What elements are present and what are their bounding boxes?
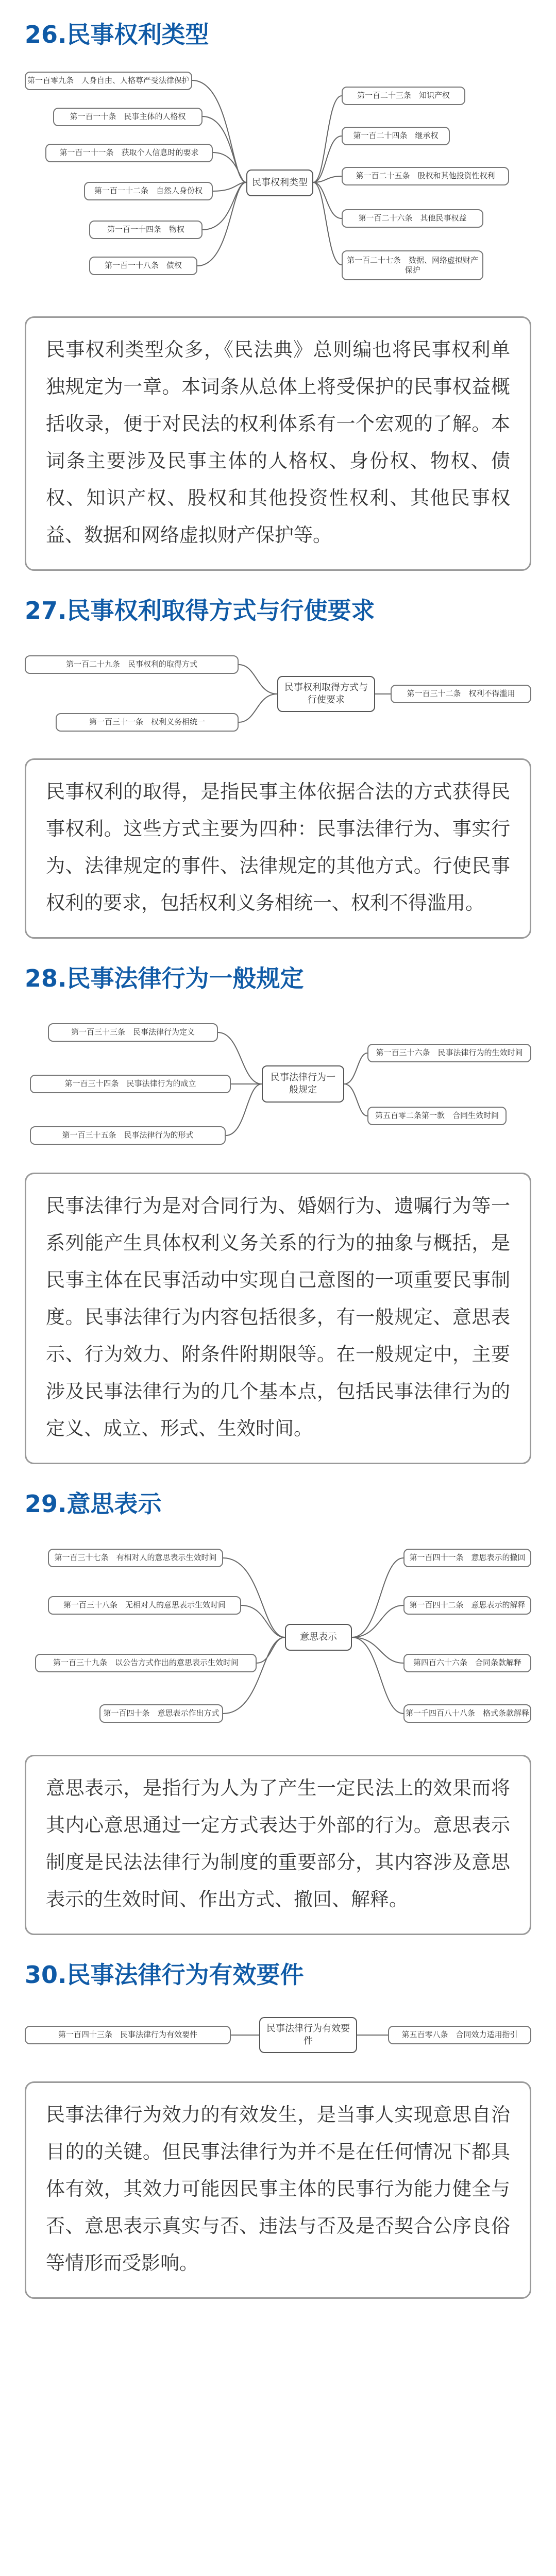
mind-map-node: 第一百一十条 民事主体的人格权 bbox=[53, 108, 203, 126]
section-title: 27.民事权利取得方式与行使要求 bbox=[25, 597, 375, 624]
mind-map-node: 第一百一十四条 物权 bbox=[89, 221, 203, 239]
mind-map-center: 民事权利取得方式与行使要求 bbox=[277, 676, 375, 712]
explanation-text: 民事权利的取得，是指民事主体依据合法的方式获得民事权利。这些方式主要为四种：民事法律行为、事实行为、法律规定的事件、法律规定的其他方式。行使民事权利的要求，包括权利义务相统一、权利不得滥用。 bbox=[25, 758, 531, 939]
mind-map-node: 第一百三十四条 民事法律行为的成立 bbox=[30, 1075, 231, 1093]
section-title: 28.民事法律行为一般规定 bbox=[25, 964, 304, 992]
section-29 bbox=[25, 1485, 531, 1935]
mind-map-node: 第一百三十三条 民事法律行为定义 bbox=[48, 1023, 218, 1042]
explanation-text: 意思表示，是指行为人为了产生一定民法上的效果而将其内心意思通过一定方式表达于外部的行为。意思表示制度是民法法律行为制度的重要部分，其内容涉及意思表示的生效时间、作出方式、撤回、解释。 bbox=[25, 1755, 531, 1935]
mind-map bbox=[25, 64, 531, 301]
section-30 bbox=[25, 1956, 531, 2299]
mind-map-node: 第一百四十二条 意思表示的解释 bbox=[403, 1596, 531, 1615]
mind-map-node: 第一百三十八条 无相对人的意思表示生效时间 bbox=[48, 1596, 241, 1615]
mind-map bbox=[25, 640, 531, 743]
mind-map bbox=[25, 2004, 531, 2066]
mind-map-center: 民事法律行为一般规定 bbox=[262, 1065, 344, 1103]
mind-map-node: 第一百三十六条 民事法律行为的生效时间 bbox=[367, 1044, 531, 1062]
explanation-text: 民事权利类型众多，《民法典》总则编也将民事权利单独规定为一章。本词条从总体上将受保护的民事权益概括收录，便于对民法的权利体系有一个宏观的了解。本词条主要涉及民事主体的人格权、身份权、物权、债权、知识产权、股权和其他投资性权利、其他民事权益、数据和网络虚拟财产保护等。 bbox=[25, 316, 531, 571]
mind-map-node: 第一百二十五条 股权和其他投资性权利 bbox=[342, 167, 509, 185]
mind-map-center: 民事法律行为有效要件 bbox=[259, 2017, 357, 2053]
mind-map-node: 第一百三十五条 民事法律行为的形式 bbox=[30, 1126, 226, 1145]
mind-map-node: 第一百一十二条 自然人身份权 bbox=[84, 182, 213, 200]
mind-map-node: 第一百一十八条 债权 bbox=[89, 257, 197, 275]
section-28 bbox=[25, 959, 531, 1464]
mind-map-node: 第一百三十一条 权利义务相统一 bbox=[56, 713, 239, 732]
mind-map-node: 第一百二十九条 民事权利的取得方式 bbox=[25, 655, 239, 674]
mind-map-node: 第一百零九条 人身自由、人格尊严受法律保护 bbox=[25, 72, 192, 90]
mind-map-node: 第五百零八条 合同效力适用指引 bbox=[388, 2026, 531, 2044]
mind-map-node: 第一百二十七条 数据、网络虚拟财产保护 bbox=[342, 250, 483, 280]
mind-map-node: 第一百四十条 意思表示作出方式 bbox=[99, 1704, 223, 1723]
mind-map-node: 第一百四十一条 意思表示的撤回 bbox=[403, 1549, 531, 1567]
mind-map-node: 第四百六十六条 合同条款解释 bbox=[403, 1654, 531, 1672]
mind-map bbox=[25, 1533, 531, 1739]
mind-map-node: 第一百一十一条 获取个人信息时的要求 bbox=[45, 144, 213, 162]
mind-map-node: 第一百三十七条 有相对人的意思表示生效时间 bbox=[48, 1549, 223, 1567]
section-title: 26.民事权利类型 bbox=[25, 21, 209, 48]
section-26 bbox=[25, 15, 531, 571]
section-title: 30.民事法律行为有效要件 bbox=[25, 1961, 304, 1989]
mind-map-node: 第一百二十四条 继承权 bbox=[342, 127, 450, 145]
mind-map bbox=[25, 1008, 531, 1157]
section-title: 29.意思表示 bbox=[25, 1490, 162, 1518]
mind-map-center: 意思表示 bbox=[285, 1624, 352, 1651]
mind-map-node: 第一百二十三条 知识产权 bbox=[342, 87, 465, 105]
mind-map-node: 第一百三十九条 以公告方式作出的意思表示生效时间 bbox=[35, 1654, 257, 1672]
mind-map-node: 第一百三十二条 权利不得滥用 bbox=[391, 685, 531, 703]
explanation-text: 民事法律行为是对合同行为、婚姻行为、遗嘱行为等一系列能产生具体权利义务关系的行为的抽象与概括，是民事主体在民事活动中实现自己意图的一项重要民事制度。民事法律行为内容包括很多，有一般规定、意思表示、行为效力、附条件附期限等。在一般规定中，主要涉及民事法律行为的几个基本点，包括民事法律行为的定义、成立、形式、生效时间。 bbox=[25, 1173, 531, 1464]
mind-map-node: 第一百四十三条 民事法律行为有效要件 bbox=[25, 2026, 231, 2044]
mind-map-node: 第一千四百八十八条 格式条款解释 bbox=[403, 1704, 531, 1723]
mind-map-node: 第五百零二条第一款 合同生效时间 bbox=[367, 1107, 507, 1125]
section-27 bbox=[25, 591, 531, 939]
explanation-text: 民事法律行为效力的有效发生，是当事人实现意思自治目的的关键。但民事法律行为并不是在任何情况下都具体有效，其效力可能因民事主体的民事行为能力健全与否、意思表示真实与否、违法与否及是否契合公序良俗等情形而受影响。 bbox=[25, 2081, 531, 2299]
mind-map-node: 第一百二十六条 其他民事权益 bbox=[342, 209, 483, 228]
mind-map-center: 民事权利类型 bbox=[246, 170, 313, 196]
